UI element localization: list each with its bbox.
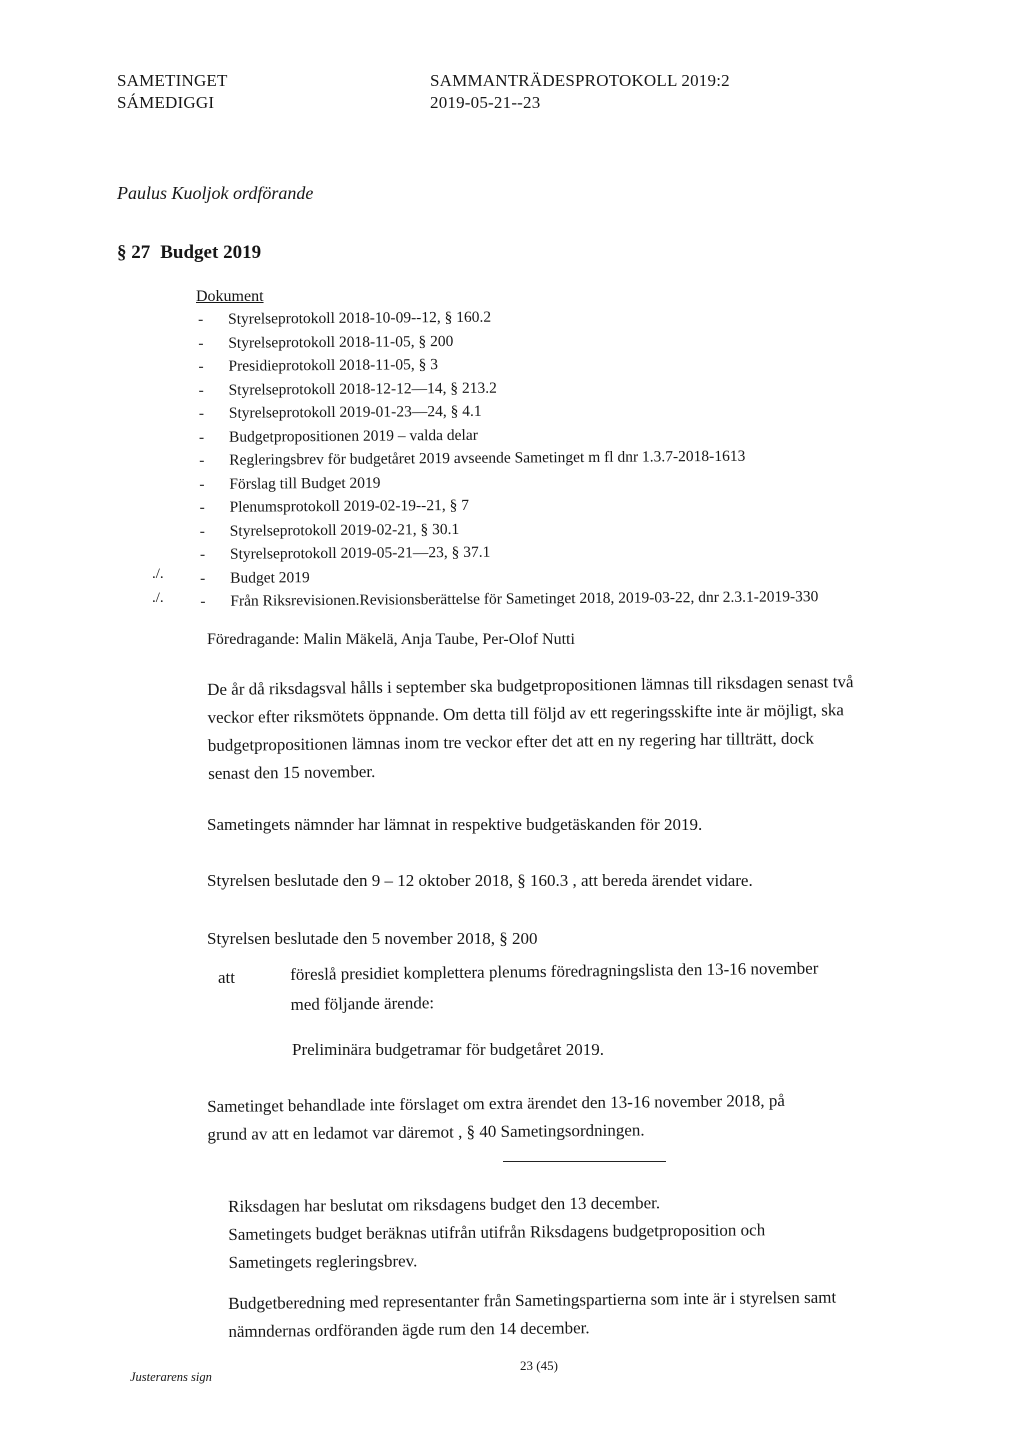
page-number: 23 (45) [520,1358,558,1373]
list-item: - Regleringsbrev för budgetåret 2019 avseende Sametinget m fl dnr 1.3.7-2018-1613 [199,447,746,469]
list-item: - Presidieprotokoll 2018-11-05, § 3 [198,356,439,375]
paragraph-riksdagen: Riksdagen har beslutat om riksdagens budget den 13 december. Sametingets budget beräknas utifrån utifrån Riksdagens budgetproposition och Sametingets regleringsbrev. [228,1193,766,1272]
attachment-mark: ./. [152,566,164,582]
list-item: - Styrelseprotokoll 2019-01-23—24, § 4.1 [198,402,482,422]
paragraph-budget-preparation: Budgetberedning med representanter från Sametingspartierna som inte är i styrelsen samt nämndernas ordföranden ägde rum den 14 december. [228,1287,837,1341]
section-number: § 27 [117,242,151,263]
chairperson: Paulus Kuoljok ordförande [117,183,314,203]
list-item: - Styrelseprotokoll 2018-11-05, § 200 [198,332,454,352]
list-item: - Budget 2019 [200,568,310,587]
list-item: - Plenumsprotokoll 2019-02-19--21, § 7 [199,496,470,516]
section-heading [117,242,261,264]
list-item: - Budgetpropositionen 2019 – valda delar [198,426,478,446]
list-item: - Styrelseprotokoll 2019-05-21—23, § 37.1 [199,543,491,563]
agenda-item: Preliminära budgetramar för budgetåret 2019. [292,1040,605,1059]
protocol-title: SAMMANTRÄDESPROTOKOLL 2019:2 [430,71,730,90]
documents-heading: Dokument [196,288,264,305]
signature-label: Justerarens sign [130,1370,212,1384]
header-organization [117,70,228,114]
att-label: att [218,968,235,987]
header-document-title [430,70,730,114]
list-item: - Förslag till Budget 2019 [199,474,381,493]
attachment-mark: ./. [152,590,164,606]
paragraph-board-october: Styrelsen beslutade den 9 – 12 oktober 2018, § 160.3 , att bereda ärendet vidare. [207,871,753,890]
presenters: Föredragande: Malin Mäkelä, Anja Taube, Per-Olof Nutti [207,631,575,648]
paragraph-board-november: Styrelsen beslutade den 5 november 2018, § 200 [207,929,538,948]
paragraph-election-rule: De år då riksdagsval hålls i september ska budgetpropositionen lämnas till riksdagen senast två veckor efter riksmötets öppnande. Om detta till följd av ett regeringsskifte inte är möjligt, ska budgetpropositionen lämnas inom tre veckor efter det att en ny regering har tillträtt, dock senast den 15 november. [207,672,854,783]
meeting-date: 2019-05-21--23 [430,93,541,112]
list-item: - Från Riksrevisionen.Revisionsberättelse för Sametinget 2018, 2019-03-22, dnr 2.3.1-2019-330 [200,588,819,610]
att-proposal: föreslå presidiet komplettera plenums föredragningslista den 13-16 november med följande ärende: [290,958,819,1014]
document-list [198,303,818,613]
paragraph-committees: Sametingets nämnder har lämnat in respektive budgetäskanden för 2019. [207,815,703,834]
list-item: - Styrelseprotokoll 2019-02-21, § 30.1 [199,520,460,540]
paragraph-plenary: Sametinget behandlade inte förslaget om extra ärendet den 13-16 november 2018, på grund av att en ledamot var däremot , § 40 Sametingsordningen. [207,1090,786,1144]
org-name-sami: SÁMEDIGGI [117,93,215,112]
section-title: Budget 2019 [160,242,262,263]
list-item: - Styrelseprotokoll 2018-10-09--12, § 160.2 [198,308,492,328]
separator-line [503,1161,666,1162]
list-item: - Styrelseprotokoll 2018-12-12—14, § 213.2 [198,379,497,399]
org-name-swedish: SAMETINGET [117,71,228,90]
